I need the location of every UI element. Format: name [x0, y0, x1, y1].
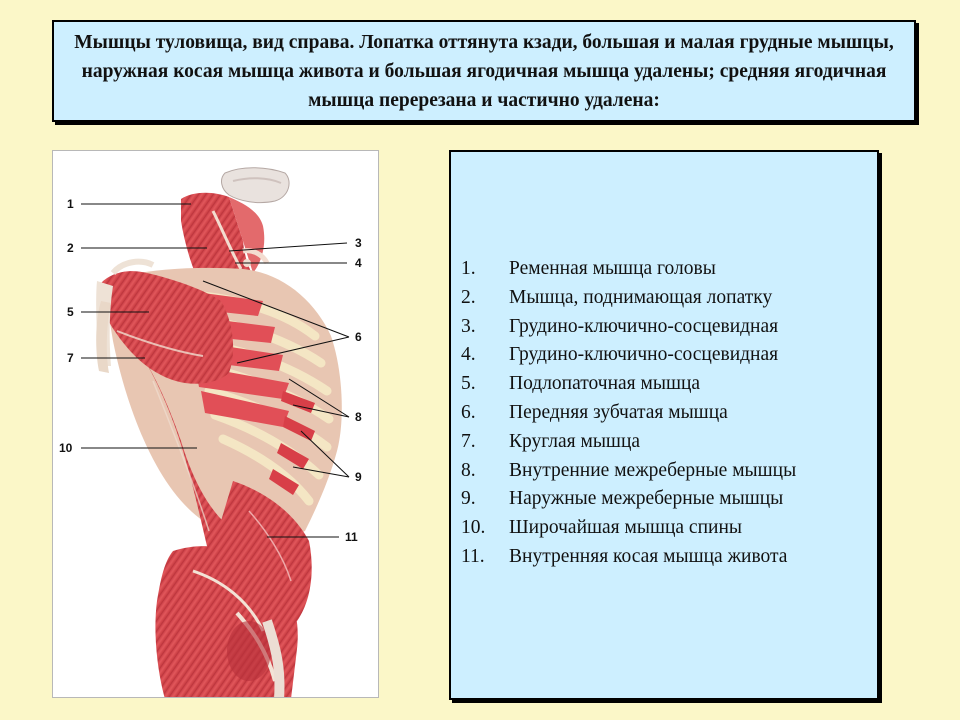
- legend-number: 11.: [461, 545, 485, 567]
- legend-item: [461, 341, 796, 370]
- head-stump: [222, 168, 290, 203]
- legend-number: 7.: [461, 430, 476, 452]
- title-box: [52, 20, 916, 122]
- legend-text: Ременная мышца головы: [509, 258, 716, 279]
- figure-label: 6: [355, 330, 362, 344]
- legend-number: 8.: [461, 459, 476, 481]
- legend-item: [461, 284, 796, 313]
- legend-text: Грудино-ключично-сосцевидная: [509, 344, 779, 366]
- legend-item: [461, 485, 796, 514]
- figure-label: 10: [59, 441, 73, 455]
- legend-item: [461, 543, 796, 572]
- legend-number: 4.: [461, 344, 476, 366]
- legend-text: Передняя зубчатая мышца: [509, 401, 728, 423]
- legend-text: Грудино-ключично-сосцевидная: [509, 315, 779, 337]
- legend-number: 6.: [461, 401, 476, 423]
- legend-item: [461, 457, 796, 486]
- legend-item: [461, 399, 796, 428]
- legend-text: Круглая мышца: [509, 430, 641, 452]
- legend-number: 9.: [461, 488, 476, 510]
- legend-text: Внутренняя косая мышца живота: [509, 545, 788, 567]
- legend-text: Подлопаточная мышца: [509, 373, 701, 395]
- figure-label: 7: [67, 351, 74, 365]
- legend-item: [461, 255, 796, 284]
- legend-box: [449, 150, 879, 700]
- legend-text: Широчайшая мышца спины: [509, 517, 743, 539]
- legend-number: 3.: [461, 315, 476, 337]
- legend-item: [461, 313, 796, 342]
- figure-label: 5: [67, 305, 74, 319]
- figure-label: 9: [355, 470, 362, 484]
- figure-label: 3: [355, 236, 362, 250]
- torso-muscles-illustration: [53, 151, 379, 698]
- legend-number: 10.: [461, 517, 486, 539]
- legend-item: [461, 514, 796, 543]
- legend-item: [461, 428, 796, 457]
- figure-label: 1: [67, 197, 74, 211]
- legend-text: Внутренние межреберные мышцы: [509, 459, 797, 481]
- legend-text: Наружные межреберные мышцы: [509, 488, 784, 510]
- anatomy-figure: [52, 150, 379, 698]
- slide-title: Мышцы туловища, вид справа. Лопатка оттянута кзади, большая и малая грудные мышцы, наружная косая мышца живота и большая ягодичная мышца удалены; средняя ягодичная мышца перерезана и частично удалена:: [74, 31, 894, 111]
- legend-number: 2.: [461, 286, 476, 308]
- legend-item: [461, 370, 796, 399]
- legend-text: Мышца, поднимающая лопатку: [509, 286, 773, 308]
- legend-number: 1.: [461, 258, 476, 279]
- figure-label: 8: [355, 410, 362, 424]
- figure-label: 2: [67, 241, 74, 255]
- legend-list: [461, 255, 796, 572]
- figure-label: 4: [355, 256, 362, 270]
- figure-label: 11: [345, 530, 358, 544]
- legend-number: 5.: [461, 373, 476, 395]
